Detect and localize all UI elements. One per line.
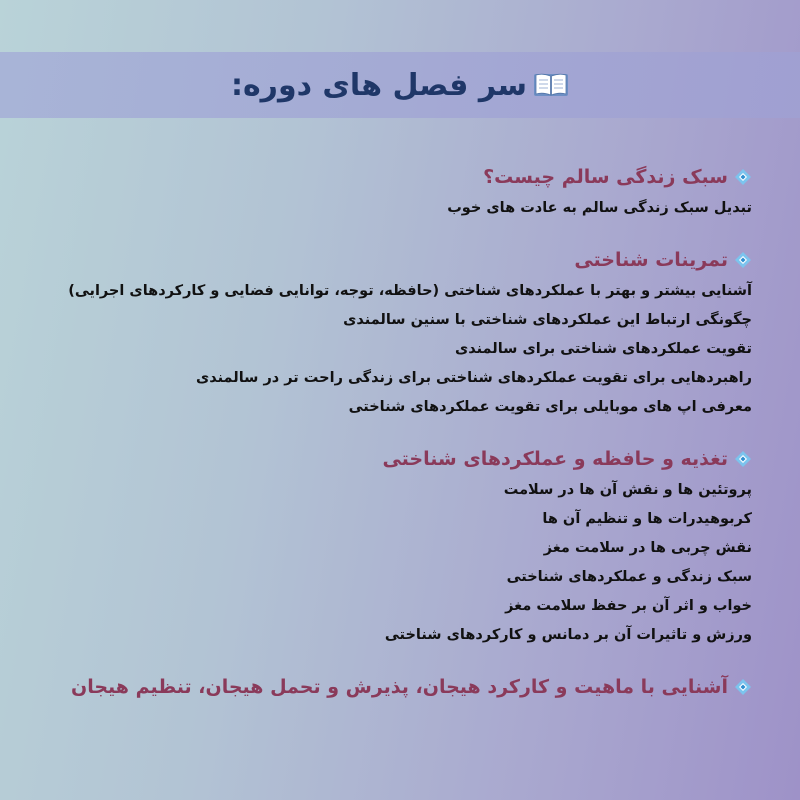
section-heading: [32, 670, 752, 704]
section-nutrition-memory: [32, 442, 752, 650]
list-item: تبدیل سبک زندگی سالم به عادت های خوب: [447, 200, 752, 216]
section-heading-text: سبک زندگی سالم چیست؟: [483, 166, 728, 188]
diamond-bullet-icon: [734, 251, 752, 269]
list-item: پروتئین ها و نقش آن ها در سلامت: [503, 482, 752, 498]
list-item: نقش چربی ها در سلامت مغز: [543, 540, 752, 556]
list-item: معرفی اپ های موبایلی برای تقویت عملکردهای شناختی: [348, 399, 752, 415]
title-group: [231, 68, 569, 103]
section-heading-text: آشنایی با ماهیت و کارکرد هیجان، پذیرش و تحمل هیجان، تنظیم هیجان: [71, 676, 728, 698]
section-heading-text: تغذیه و حافظه و عملکردهای شناختی: [382, 448, 728, 470]
section-healthy-lifestyle: [32, 160, 752, 223]
list-item: راهبردهایی برای تقویت عملکردهای شناختی برای زندگی راحت تر در سالمندی: [195, 370, 752, 386]
list-item: آشنایی بیشتر و بهتر با عملکردهای شناختی (حافظه، توجه، توانایی فضایی و کارکردهای اجرایی): [68, 283, 752, 299]
list-item: سبک زندگی و عملکردهای شناختی: [506, 569, 752, 585]
section-heading: [32, 160, 752, 194]
list-item: ورزش و تاثیرات آن بر دمانس و کارکردهای شناختی: [384, 627, 752, 643]
diamond-bullet-icon: [734, 678, 752, 696]
list-item: تقویت عملکردهای شناختی برای سالمندی: [454, 341, 752, 357]
list-item: کربوهیدرات ها و تنظیم آن ها: [542, 511, 752, 527]
list-item: چگونگی ارتباط این عملکردهای شناختی با سنین سالمندی: [343, 312, 752, 328]
diamond-bullet-icon: [734, 450, 752, 468]
section-heading-text: تمرینات شناختی: [574, 249, 728, 271]
list-item: خواب و اثر آن بر حفظ سلامت مغز: [505, 598, 752, 614]
section-emotion-regulation: [32, 670, 752, 704]
title-banner: [0, 52, 800, 118]
open-book-icon: [533, 71, 569, 99]
diamond-bullet-icon: [734, 168, 752, 186]
section-cognitive-exercises: [32, 243, 752, 422]
section-heading: [32, 243, 752, 277]
section-heading: [32, 442, 752, 476]
syllabus-list: [32, 160, 752, 724]
page-title: سر فصل های دوره:: [230, 67, 528, 103]
